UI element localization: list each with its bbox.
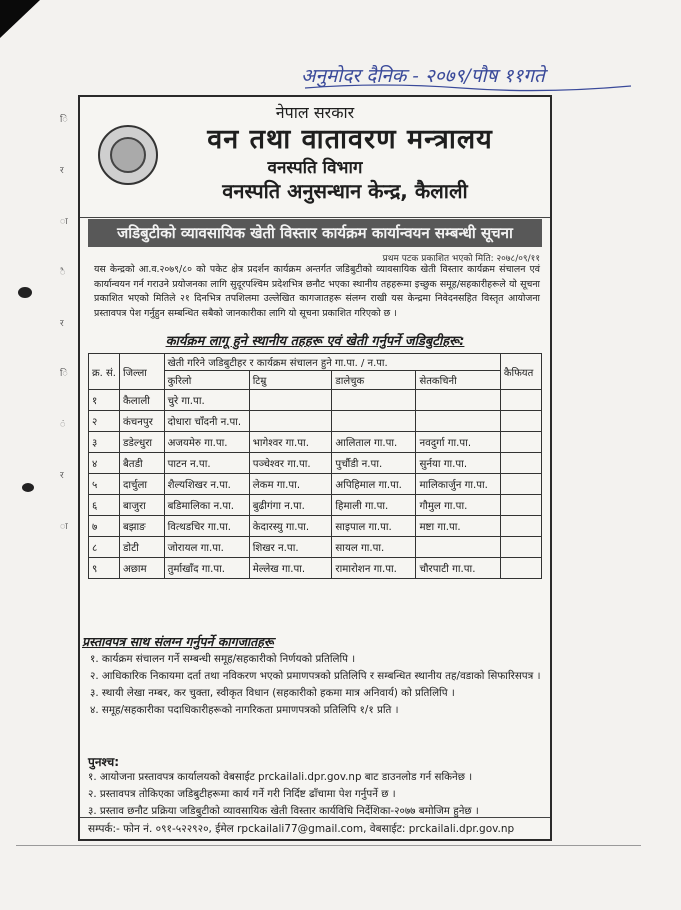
row-serial: ४ (89, 453, 120, 474)
row-municipality: दोधारा चाँदनी न.पा. (164, 411, 249, 432)
ministry-name: वन तथा वातावरण मन्त्रालय (207, 124, 493, 155)
row-municipality: गौमुल गा.पा. (416, 495, 500, 516)
page-corner-fold (0, 0, 40, 38)
table-row (89, 537, 542, 558)
table-row (89, 411, 542, 432)
row-serial: ८ (89, 537, 120, 558)
program-table (88, 353, 542, 579)
row-district: दार्चुला (119, 474, 164, 495)
herb-name: कुरिलो (164, 371, 249, 390)
table-body (89, 390, 542, 579)
row-municipality: हिमाली गा.पा. (332, 495, 416, 516)
row-municipality: आलिताल गा.पा. (332, 432, 416, 453)
row-district: डडेल्धुरा (119, 432, 164, 453)
list-item: २. प्रस्तावपत्र तोकिएका जडिबुटीहरूमा कार्य गर्ने गरी निर्दिष्ट ढाँचामा पेश गर्नुपर्ने छ । (88, 788, 396, 800)
row-remarks (500, 516, 541, 537)
row-municipality: पुर्चौडी न.पा. (332, 453, 416, 474)
row-municipality: लेकम गा.पा. (249, 474, 332, 495)
row-municipality: पाटन न.पा. (164, 453, 249, 474)
row-district: बाजुरा (119, 495, 164, 516)
table-header-row (89, 354, 542, 371)
row-remarks (500, 432, 541, 453)
row-municipality: बुढीगंगा न.पा. (249, 495, 332, 516)
row-serial: ९ (89, 558, 120, 579)
table-row (89, 495, 542, 516)
row-municipality: मष्टा गा.पा. (416, 516, 500, 537)
row-remarks (500, 390, 541, 411)
list-item: १. कार्यक्रम संचालन गर्ने सम्बन्धी समूह/सहकारीको निर्णयको प्रतिलिपि । (90, 653, 356, 665)
row-remarks (500, 474, 541, 495)
row-remarks (500, 411, 541, 432)
row-remarks (500, 537, 541, 558)
herb-name: डालेचुक (332, 371, 416, 390)
row-municipality: नवदुर्गा गा.पा. (416, 432, 500, 453)
row-municipality: शिखर न.पा. (249, 537, 332, 558)
row-serial: ५ (89, 474, 120, 495)
punch-hole (18, 287, 32, 298)
row-district: अछाम (119, 558, 164, 579)
row-municipality: जोरायल गा.पा. (164, 537, 249, 558)
table-row (89, 474, 542, 495)
row-district: बझाङ (119, 516, 164, 537)
row-municipality: सायल गा.पा. (332, 537, 416, 558)
publish-date: प्रथम पटक प्रकाशित भएको मिति: २०७८/०९/११ (382, 254, 540, 264)
department-name: वनस्पति विभाग (267, 158, 363, 178)
row-municipality: अपिहिमाल गा.पा. (332, 474, 416, 495)
row-district: डोटी (119, 537, 164, 558)
table-row (89, 516, 542, 537)
table-row (89, 432, 542, 453)
header-remarks: कैफियत (500, 354, 541, 390)
list-item: ३. प्रस्ताव छनौट प्रक्रिया जडिबुटीको व्यावसायिक खेती विस्तार कार्यविधि निर्देशिका-२०७७ बमोजिम हुनेछ । (88, 805, 479, 817)
row-municipality (249, 390, 332, 411)
row-municipality: चौरपाटी गा.पा. (416, 558, 500, 579)
row-municipality: भागेश्वर गा.पा. (249, 432, 332, 453)
centre-name: वनस्पति अनुसन्धान केन्द्र, कैलाली (222, 179, 468, 203)
row-municipality (416, 411, 500, 432)
row-municipality: सुर्नया गा.पा. (416, 453, 500, 474)
row-remarks (500, 453, 541, 474)
intro-paragraph: यस केन्द्रको आ.व.२०७९/८० को पकेट क्षेत्र प्रदर्शन कार्यक्रम अन्तर्गत जडिबुटीको व्यावसायिक खेती विस्तार कार्यक्रम संचालन एवं कार्यान्वयन गर्न गराउने प्रयोजनका लागि सुदूरपश्चिम प्रदेशभित्र छनौट भएका स्थानीय तहहरूमा इच्छुक समूह/सहकारीहरूले यो सूचना प्रकाशित भएको मितिले २१ दिनभित्र तपशिलमा उल्लेखित कागजातहरू संलग्न राखी यस केन्द्रमा निवेदनसहित विस्तृत आयोजना प्रस्तावपत्र पेश गर्नुहुन सम्बन्धित सबैको जानकारीका लागि यो सूचना प्रकाशित गरिएको छ । (94, 264, 540, 319)
table-heading: कार्यक्रम लागू हुने स्थानीय तहहरू एवं खेती गर्नुपर्ने जडिबुटीहरू: (165, 334, 465, 349)
row-serial: ३ (89, 432, 120, 453)
list-item: १. आयोजना प्रस्तावपत्र कार्यालयको वेबसाईट prckailali.dpr.gov.np बाट डाउनलोड गर्न सकिनेछ । (88, 771, 473, 783)
row-remarks (500, 495, 541, 516)
row-serial: ७ (89, 516, 120, 537)
table-row (89, 558, 542, 579)
documents-list (90, 651, 542, 719)
row-serial: ६ (89, 495, 120, 516)
table-row (89, 390, 542, 411)
row-municipality: साइपाल गा.पा. (332, 516, 416, 537)
row-municipality: मालिकार्जुन गा.पा. (416, 474, 500, 495)
header-district: जिल्ला (119, 354, 164, 390)
row-municipality: वित्थडचिर गा.पा. (164, 516, 249, 537)
row-municipality: रामारोशन गा.पा. (332, 558, 416, 579)
handwritten-text: अनुमोदर दैनिक - २०७९/पौष ११गते (301, 65, 545, 87)
list-item: ४. समूह/सहकारीका पदाधिकारीहरूको नागरिकता प्रमाणपत्रको प्रतिलिपि १/१ प्रति । (90, 704, 399, 716)
notes-list (88, 769, 544, 820)
row-municipality: केदारस्यु गा.पा. (249, 516, 332, 537)
header-sn: क्र. सं. (89, 354, 120, 390)
notice-sheet (78, 95, 552, 841)
row-remarks (500, 558, 541, 579)
row-district: बैतडी (119, 453, 164, 474)
row-municipality (249, 411, 332, 432)
notice-title-banner: जडिबुटीको व्यावसायिक खेती विस्तार कार्यक्रम कार्यान्वयन सम्बन्धी सूचना (88, 219, 542, 247)
list-item: २. आधिकारिक निकायमा दर्ता तथा नविकरण भएको प्रमाणपत्रको प्रतिलिपि र सम्बन्धित स्थानीय तह/वडाको सिफारिसपत्र । (90, 670, 541, 682)
row-municipality: मेल्लेख गा.पा. (249, 558, 332, 579)
row-municipality: चुरे गा.पा. (164, 390, 249, 411)
punch-hole (22, 483, 34, 492)
row-serial: १ (89, 390, 120, 411)
row-municipality (332, 411, 416, 432)
government-name: नेपाल सरकार (275, 103, 355, 122)
contact-line: सम्पर्क:- फोन नं. ०९१-५२२९२०, ईमेल rpckailali77@gmail.com, वेबसाईट: prckailali.dpr.gov.np (80, 817, 550, 839)
margin-scribbles: ि र ा ै र ि ं र ा (60, 115, 68, 532)
header-main: खेती गरिने जडिबुटीहर र कार्यक्रम संचालन हुने गा.पा. / न.पा. (164, 354, 500, 371)
row-municipality: शैल्यशिखर न.पा. (164, 474, 249, 495)
handwritten-annotation (301, 58, 641, 92)
table-row (89, 453, 542, 474)
row-municipality: अजयमेरु गा.पा. (164, 432, 249, 453)
row-municipality (332, 390, 416, 411)
row-district: कैलाली (119, 390, 164, 411)
row-municipality (416, 390, 500, 411)
row-municipality: तुर्माखाँद गा.पा. (164, 558, 249, 579)
row-municipality (416, 537, 500, 558)
herb-name: सेतकचिनी (416, 371, 500, 390)
list-item: ३. स्थायी लेखा नम्बर, कर चुक्ता, स्वीकृत विधान (सहकारीको हकमा मात्र अनिवार्य) को प्रतिलिपि । (90, 687, 455, 699)
divider (16, 845, 641, 846)
letterhead (80, 97, 550, 218)
notes-heading: पुनश्च: (88, 755, 119, 769)
underline-scribble (301, 58, 641, 92)
row-district: कंचनपुर (119, 411, 164, 432)
row-municipality: पञ्चेश्वर गा.पा. (249, 453, 332, 474)
row-municipality: बडिमालिका न.पा. (164, 495, 249, 516)
herb-name: टिम्रु (249, 371, 332, 390)
row-serial: २ (89, 411, 120, 432)
documents-heading: प्रस्तावपत्र साथ संलग्न गर्नुपर्ने कागजातहरू (82, 634, 274, 649)
